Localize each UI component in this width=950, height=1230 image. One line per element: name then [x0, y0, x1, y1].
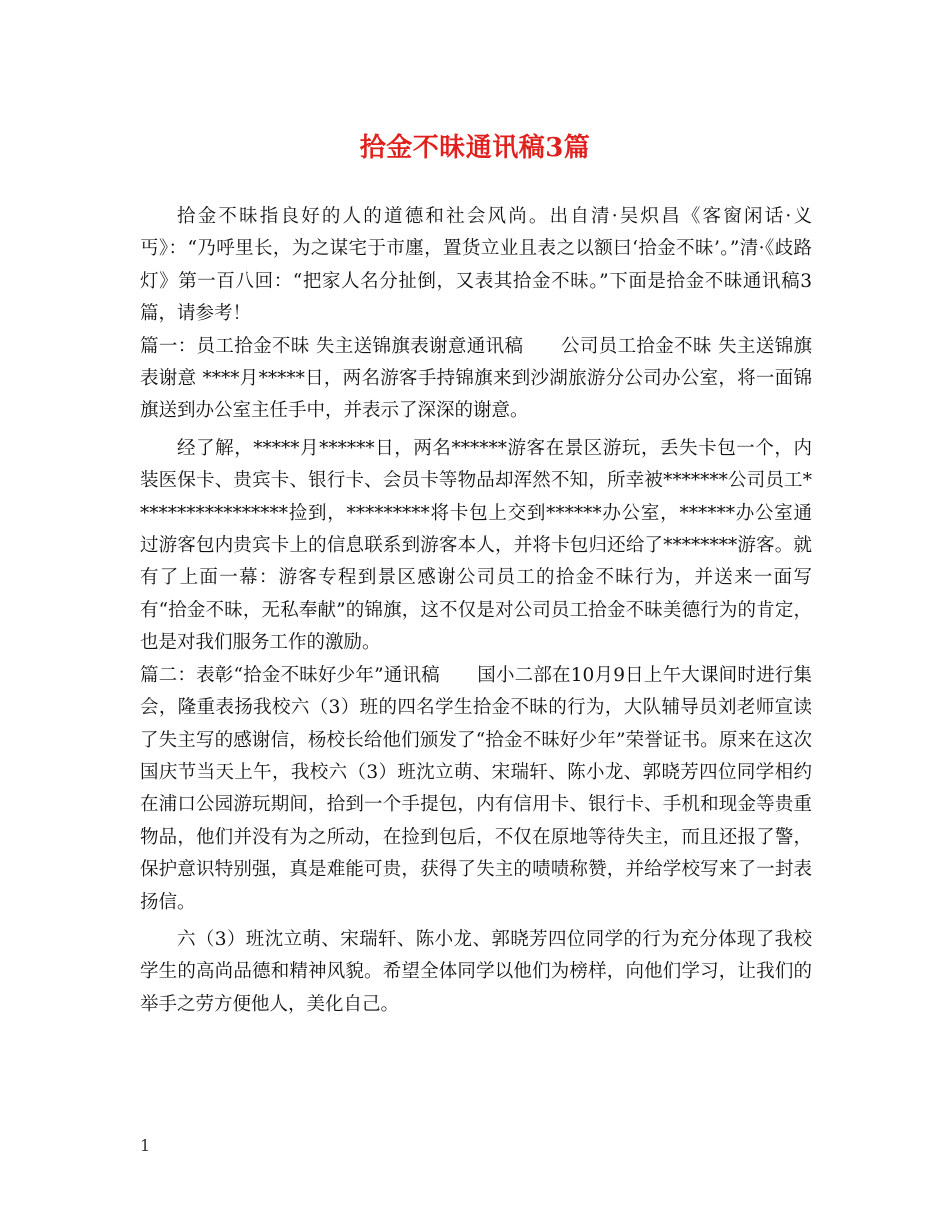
article-two-closing-paragraph: 六（3）班沈立萌、宋瑞轩、陈小龙、郭晓芳四位同学的行为充分体现了我校学生的高尚品德和精神风貌。希望全体同学以他们为榜样，向他们学习，让我们的举手之劳方便他人，美化自己。	[140, 928, 812, 1015]
page-number: 1	[140, 1136, 151, 1155]
article-one-heading-paragraph: 篇一：员工拾金不昧 失主送锦旗表谢意通讯稿 公司员工拾金不昧 失主送锦旗表谢意 ****月*****日，两名游客手持锦旗来到沙湖旅游分公司办公室，将一面锦旗送到办公室主任手中，并表示了深深的谢意。	[140, 335, 812, 422]
intro-paragraph: 拾金不昧指良好的人的道德和社会风尚。出自清·吴炽昌《客窗闲话·义丐》：“乃呼里长，为之谋宅于市廛，置货立业且表之以额曰‘拾金不昧’。”清·《歧路灯》第一百八回：“把家人名分扯倒，又表其拾金不昧。”下面是拾金不昧通讯稿3篇，请参考！	[140, 206, 812, 325]
article-one-body-paragraph: 经了解，*****月******日，两名******游客在景区游玩，丢失卡包一个，内装医保卡、贵宾卡、银行卡、会员卡等物品却浑然不知，所幸被*******公司员工*****************捡到，*********将卡包上交到******办公室，******办公室通过游客包内贵宾卡上的信息联系到游客本人，并将卡包归还给了********游客。就有了上面一幕：游客专程到景区感谢公司员工的拾金不昧行为，并送来一面写有“拾金不昧，无私奉献”的锦旗，这不仅是对公司员工拾金不昧美德行为的肯定，也是对我们服务工作的激励。	[140, 437, 812, 654]
document-title: 拾金不昧通讯稿3篇	[359, 133, 591, 163]
article-two-paragraph: 篇二：表彰“拾金不昧好少年”通讯稿 国小二部在10月9日上午大课间时进行集会，隆重表扬我校六（3）班的四名学生拾金不昧的行为，大队辅导员刘老师宣读了失主写的感谢信，杨校长给他们颁发了“拾金不昧好少年”荣誉证书。原来在这次国庆节当天上午，我校六（3）班沈立萌、宋瑞轩、陈小龙、郭晓芳四位同学相约在浦口公园游玩期间，拾到一个手提包，内有信用卡、银行卡、手机和现金等贵重物品，他们并没有为之所动，在捡到包后，不仅在原地等待失主，而且还报了警，保护意识特别强，真是难能可贵，获得了失主的啧啧称赞，并给学校写来了一封表扬信。	[140, 664, 812, 913]
document-body	[140, 201, 812, 1021]
